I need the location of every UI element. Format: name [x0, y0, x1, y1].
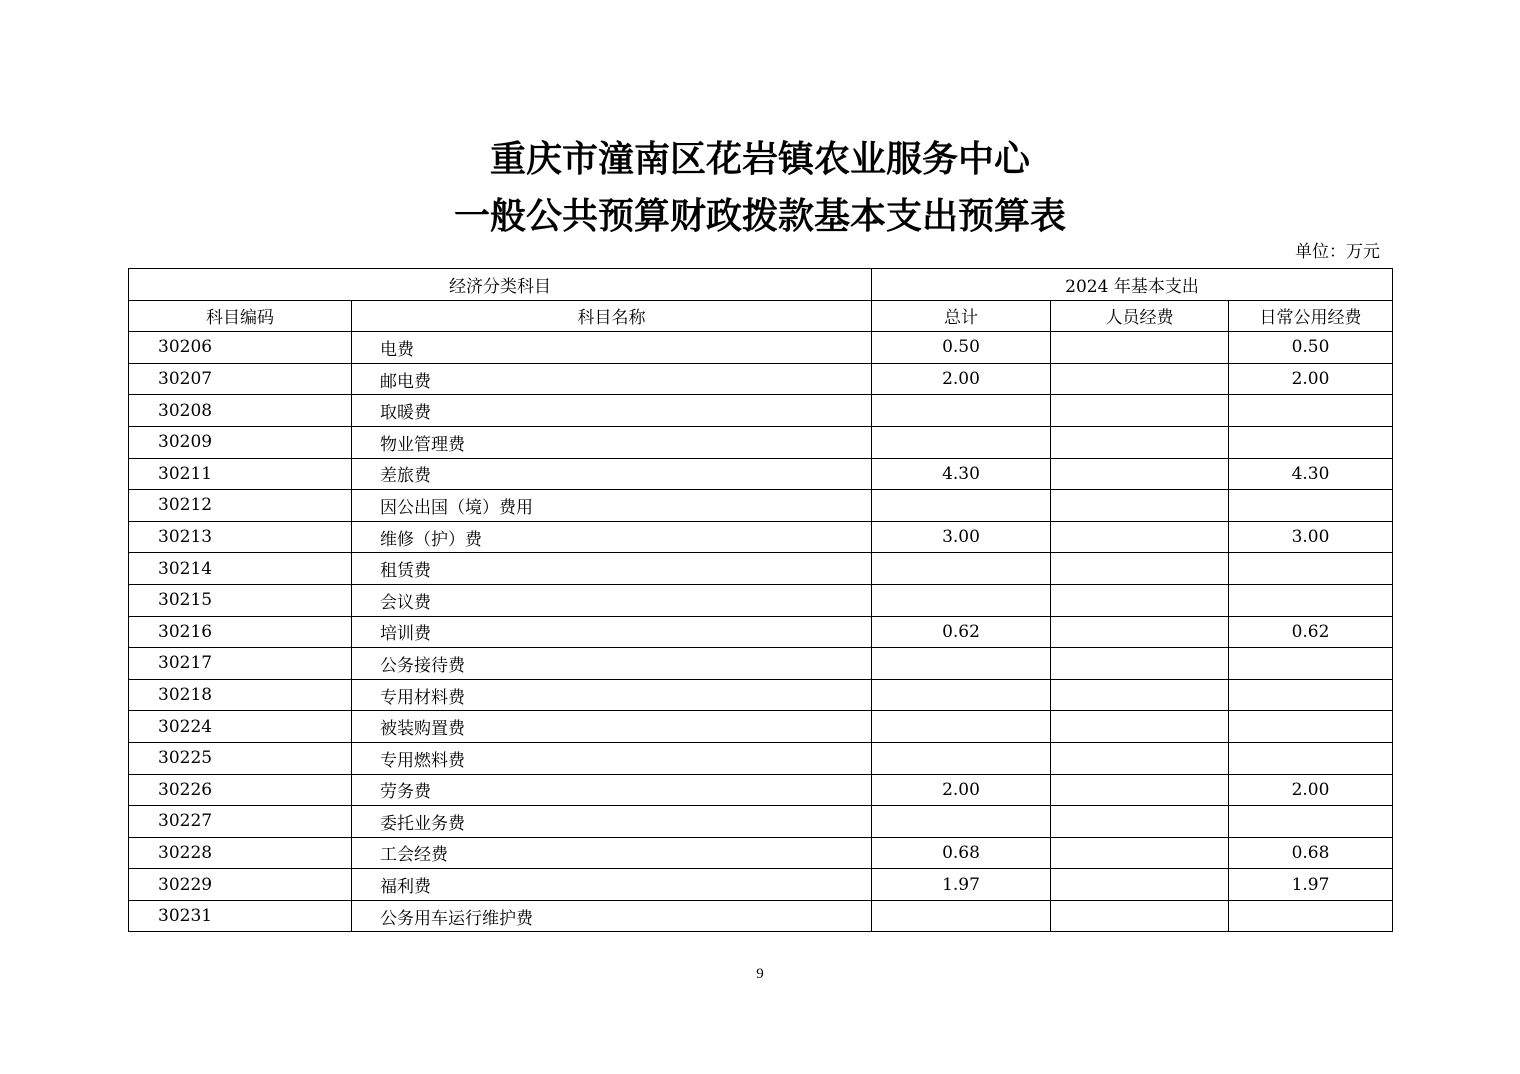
table-row: [129, 458, 1393, 490]
cell-total: 3.00: [872, 521, 1051, 553]
cell-public: [1229, 553, 1393, 585]
cell-personnel: [1051, 742, 1229, 774]
column-header-total: 总计: [872, 300, 1051, 332]
cell-personnel: [1051, 616, 1229, 648]
budget-table: [128, 268, 1393, 932]
cell-name: 电费: [352, 332, 872, 364]
cell-public: [1229, 742, 1393, 774]
cell-public: [1229, 711, 1393, 743]
column-header-name: 科目名称: [352, 300, 872, 332]
cell-public: 4.30: [1229, 458, 1393, 490]
cell-code: 30226: [129, 774, 352, 806]
cell-code: 30214: [129, 553, 352, 585]
table-row: [129, 521, 1393, 553]
cell-name: 租赁费: [352, 553, 872, 585]
cell-name: 取暖费: [352, 395, 872, 427]
cell-personnel: [1051, 774, 1229, 806]
cell-public: 0.68: [1229, 837, 1393, 869]
cell-public: 2.00: [1229, 363, 1393, 395]
cell-personnel: [1051, 711, 1229, 743]
cell-name: 专用材料费: [352, 679, 872, 711]
cell-code: 30227: [129, 806, 352, 838]
cell-personnel: [1051, 490, 1229, 522]
cell-name: 福利费: [352, 869, 872, 901]
cell-code: 30216: [129, 616, 352, 648]
cell-public: 1.97: [1229, 869, 1393, 901]
cell-code: 30215: [129, 584, 352, 616]
cell-total: 0.50: [872, 332, 1051, 364]
cell-public: [1229, 679, 1393, 711]
table-row: [129, 679, 1393, 711]
table-row: [129, 711, 1393, 743]
cell-public: [1229, 490, 1393, 522]
cell-code: 30213: [129, 521, 352, 553]
economic-classification-header: 经济分类科目: [129, 269, 872, 301]
cell-code: 30229: [129, 869, 352, 901]
cell-public: 0.62: [1229, 616, 1393, 648]
cell-total: 1.97: [872, 869, 1051, 901]
page-number: 9: [756, 966, 764, 982]
cell-code: 30208: [129, 395, 352, 427]
table-row: [129, 395, 1393, 427]
table-row: [129, 869, 1393, 901]
cell-total: 2.00: [872, 774, 1051, 806]
cell-personnel: [1051, 332, 1229, 364]
cell-personnel: [1051, 837, 1229, 869]
cell-code: 30206: [129, 332, 352, 364]
cell-code: 30209: [129, 426, 352, 458]
cell-code: 30207: [129, 363, 352, 395]
cell-total: [872, 648, 1051, 680]
column-header-public: 日常公用经费: [1229, 300, 1393, 332]
group-header-row: [129, 269, 1393, 301]
cell-personnel: [1051, 806, 1229, 838]
table-row: [129, 363, 1393, 395]
cell-code: 30228: [129, 837, 352, 869]
cell-code: 30212: [129, 490, 352, 522]
table-row: [129, 648, 1393, 680]
cell-name: 邮电费: [352, 363, 872, 395]
table-row: [129, 742, 1393, 774]
table-row: [129, 774, 1393, 806]
cell-total: 0.62: [872, 616, 1051, 648]
cell-personnel: [1051, 553, 1229, 585]
cell-code: 30217: [129, 648, 352, 680]
cell-personnel: [1051, 363, 1229, 395]
cell-personnel: [1051, 869, 1229, 901]
table-row: [129, 332, 1393, 364]
cell-public: [1229, 648, 1393, 680]
cell-name: 劳务费: [352, 774, 872, 806]
cell-public: [1229, 584, 1393, 616]
cell-total: 4.30: [872, 458, 1051, 490]
cell-total: 2.00: [872, 363, 1051, 395]
cell-total: [872, 742, 1051, 774]
table-body: [129, 332, 1393, 932]
cell-name: 会议费: [352, 584, 872, 616]
cell-name: 工会经费: [352, 837, 872, 869]
cell-personnel: [1051, 521, 1229, 553]
unit-label: 单位：万元: [1295, 242, 1380, 262]
cell-total: [872, 426, 1051, 458]
cell-name: 差旅费: [352, 458, 872, 490]
table-row: [129, 490, 1393, 522]
table-row: [129, 426, 1393, 458]
table-row: [129, 806, 1393, 838]
cell-public: 2.00: [1229, 774, 1393, 806]
cell-total: [872, 584, 1051, 616]
cell-name: 培训费: [352, 616, 872, 648]
cell-code: 30211: [129, 458, 352, 490]
cell-name: 公务接待费: [352, 648, 872, 680]
cell-name: 被装购置费: [352, 711, 872, 743]
cell-personnel: [1051, 900, 1229, 932]
cell-code: 30224: [129, 711, 352, 743]
cell-personnel: [1051, 584, 1229, 616]
document-title-line1: 重庆市潼南区花岩镇农业服务中心: [489, 138, 1030, 180]
cell-code: 30231: [129, 900, 352, 932]
cell-public: 0.50: [1229, 332, 1393, 364]
cell-total: [872, 679, 1051, 711]
cell-name: 专用燃料费: [352, 742, 872, 774]
cell-total: [872, 711, 1051, 743]
cell-total: [872, 490, 1051, 522]
table-row: [129, 837, 1393, 869]
cell-name: 物业管理费: [352, 426, 872, 458]
cell-total: 0.68: [872, 837, 1051, 869]
cell-code: 30225: [129, 742, 352, 774]
cell-total: [872, 395, 1051, 427]
basic-expenditure-header: 2024 年基本支出: [872, 269, 1393, 301]
cell-total: [872, 806, 1051, 838]
cell-personnel: [1051, 648, 1229, 680]
table-row: [129, 584, 1393, 616]
document-title-line2: 一般公共预算财政拨款基本支出预算表: [453, 195, 1066, 237]
cell-total: [872, 553, 1051, 585]
column-header-row: [129, 300, 1393, 332]
cell-public: [1229, 806, 1393, 838]
cell-public: [1229, 426, 1393, 458]
cell-personnel: [1051, 458, 1229, 490]
cell-code: 30218: [129, 679, 352, 711]
column-header-code: 科目编码: [129, 300, 352, 332]
table-row: [129, 553, 1393, 585]
cell-personnel: [1051, 679, 1229, 711]
table-row: [129, 900, 1393, 932]
cell-personnel: [1051, 395, 1229, 427]
cell-name: 因公出国（境）费用: [352, 490, 872, 522]
cell-total: [872, 900, 1051, 932]
cell-public: 3.00: [1229, 521, 1393, 553]
cell-name: 委托业务费: [352, 806, 872, 838]
cell-personnel: [1051, 426, 1229, 458]
cell-public: [1229, 395, 1393, 427]
cell-name: 维修（护）费: [352, 521, 872, 553]
cell-name: 公务用车运行维护费: [352, 900, 872, 932]
table-row: [129, 616, 1393, 648]
column-header-personnel: 人员经费: [1051, 300, 1229, 332]
cell-public: [1229, 900, 1393, 932]
